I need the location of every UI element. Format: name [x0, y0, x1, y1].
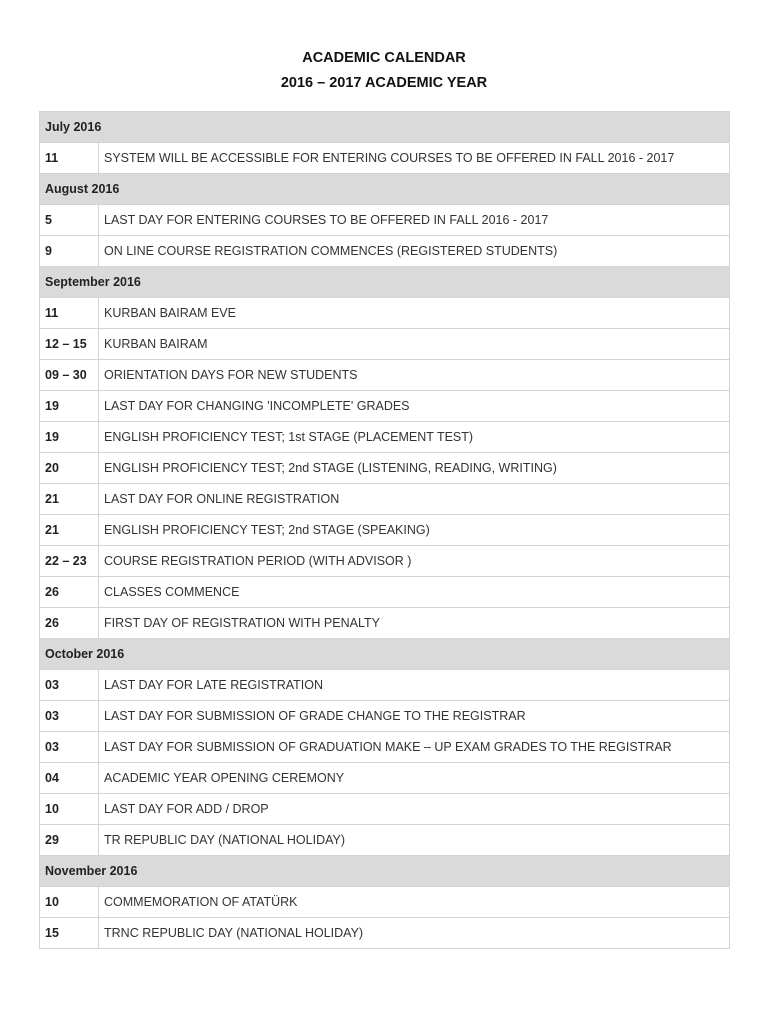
- academic-calendar-table: [39, 111, 730, 949]
- event-description: KURBAN BAIRAM EVE: [99, 298, 730, 329]
- event-date: 11: [40, 143, 99, 174]
- event-description: TR REPUBLIC DAY (NATIONAL HOLIDAY): [99, 825, 730, 856]
- event-date: 21: [40, 515, 99, 546]
- event-date: 10: [40, 794, 99, 825]
- event-description: LAST DAY FOR SUBMISSION OF GRADE CHANGE TO THE REGISTRAR: [99, 701, 730, 732]
- event-date: 26: [40, 608, 99, 639]
- event-row: [40, 825, 730, 856]
- event-description: LAST DAY FOR ENTERING COURSES TO BE OFFERED IN FALL 2016 - 2017: [99, 205, 730, 236]
- event-row: [40, 453, 730, 484]
- event-row: [40, 143, 730, 174]
- event-date: 20: [40, 453, 99, 484]
- event-row: [40, 577, 730, 608]
- event-description: LAST DAY FOR CHANGING 'INCOMPLETE' GRADES: [99, 391, 730, 422]
- calendar-body: [40, 112, 730, 949]
- month-header-row: [40, 112, 730, 143]
- event-description: COURSE REGISTRATION PERIOD (WITH ADVISOR ): [99, 546, 730, 577]
- event-row: [40, 329, 730, 360]
- month-label: July 2016: [40, 112, 730, 143]
- document-subtitle: 2016 – 2017 ACADEMIC YEAR: [280, 75, 488, 91]
- event-description: ORIENTATION DAYS FOR NEW STUDENTS: [99, 360, 730, 391]
- event-description: LAST DAY FOR ONLINE REGISTRATION: [99, 484, 730, 515]
- event-description: KURBAN BAIRAM: [99, 329, 730, 360]
- event-date: 21: [40, 484, 99, 515]
- event-date: 03: [40, 670, 99, 701]
- event-row: [40, 298, 730, 329]
- event-description: ENGLISH PROFICIENCY TEST; 2nd STAGE (LISTENING, READING, WRITING): [99, 453, 730, 484]
- event-date: 15: [40, 918, 99, 949]
- month-header-row: [40, 267, 730, 298]
- month-label: September 2016: [40, 267, 730, 298]
- document-title: ACADEMIC CALENDAR: [302, 50, 466, 66]
- event-description: LAST DAY FOR LATE REGISTRATION: [99, 670, 730, 701]
- event-description: SYSTEM WILL BE ACCESSIBLE FOR ENTERING COURSES TO BE OFFERED IN FALL 2016 - 2017: [99, 143, 730, 174]
- event-description: ENGLISH PROFICIENCY TEST; 1st STAGE (PLACEMENT TEST): [99, 422, 730, 453]
- event-date: 26: [40, 577, 99, 608]
- event-description: COMMEMORATION OF ATATÜRK: [99, 887, 730, 918]
- event-date: 03: [40, 701, 99, 732]
- month-label: November 2016: [40, 856, 730, 887]
- event-row: [40, 887, 730, 918]
- event-description: TRNC REPUBLIC DAY (NATIONAL HOLIDAY): [99, 918, 730, 949]
- event-date: 29: [40, 825, 99, 856]
- month-label: October 2016: [40, 639, 730, 670]
- event-date: 22 – 23: [40, 546, 99, 577]
- event-date: 5: [40, 205, 99, 236]
- event-row: [40, 391, 730, 422]
- event-description: ON LINE COURSE REGISTRATION COMMENCES (REGISTERED STUDENTS): [99, 236, 730, 267]
- event-description: LAST DAY FOR ADD / DROP: [99, 794, 730, 825]
- event-row: [40, 732, 730, 763]
- event-row: [40, 515, 730, 546]
- event-description: CLASSES COMMENCE: [99, 577, 730, 608]
- document-header: [0, 46, 768, 96]
- event-row: [40, 546, 730, 577]
- event-row: [40, 360, 730, 391]
- event-row: [40, 236, 730, 267]
- event-date: 19: [40, 391, 99, 422]
- event-row: [40, 794, 730, 825]
- event-row: [40, 701, 730, 732]
- event-description: LAST DAY FOR SUBMISSION OF GRADUATION MAKE – UP EXAM GRADES TO THE REGISTRAR: [99, 732, 730, 763]
- month-header-row: [40, 174, 730, 205]
- event-row: [40, 763, 730, 794]
- month-header-row: [40, 639, 730, 670]
- event-row: [40, 608, 730, 639]
- event-date: 19: [40, 422, 99, 453]
- event-row: [40, 918, 730, 949]
- event-description: ENGLISH PROFICIENCY TEST; 2nd STAGE (SPEAKING): [99, 515, 730, 546]
- event-row: [40, 670, 730, 701]
- month-label: August 2016: [40, 174, 730, 205]
- event-description: ACADEMIC YEAR OPENING CEREMONY: [99, 763, 730, 794]
- event-date: 03: [40, 732, 99, 763]
- event-date: 09 – 30: [40, 360, 99, 391]
- month-header-row: [40, 856, 730, 887]
- event-date: 10: [40, 887, 99, 918]
- event-row: [40, 422, 730, 453]
- event-date: 11: [40, 298, 99, 329]
- event-date: 12 – 15: [40, 329, 99, 360]
- event-date: 04: [40, 763, 99, 794]
- event-row: [40, 205, 730, 236]
- event-row: [40, 484, 730, 515]
- event-description: FIRST DAY OF REGISTRATION WITH PENALTY: [99, 608, 730, 639]
- event-date: 9: [40, 236, 99, 267]
